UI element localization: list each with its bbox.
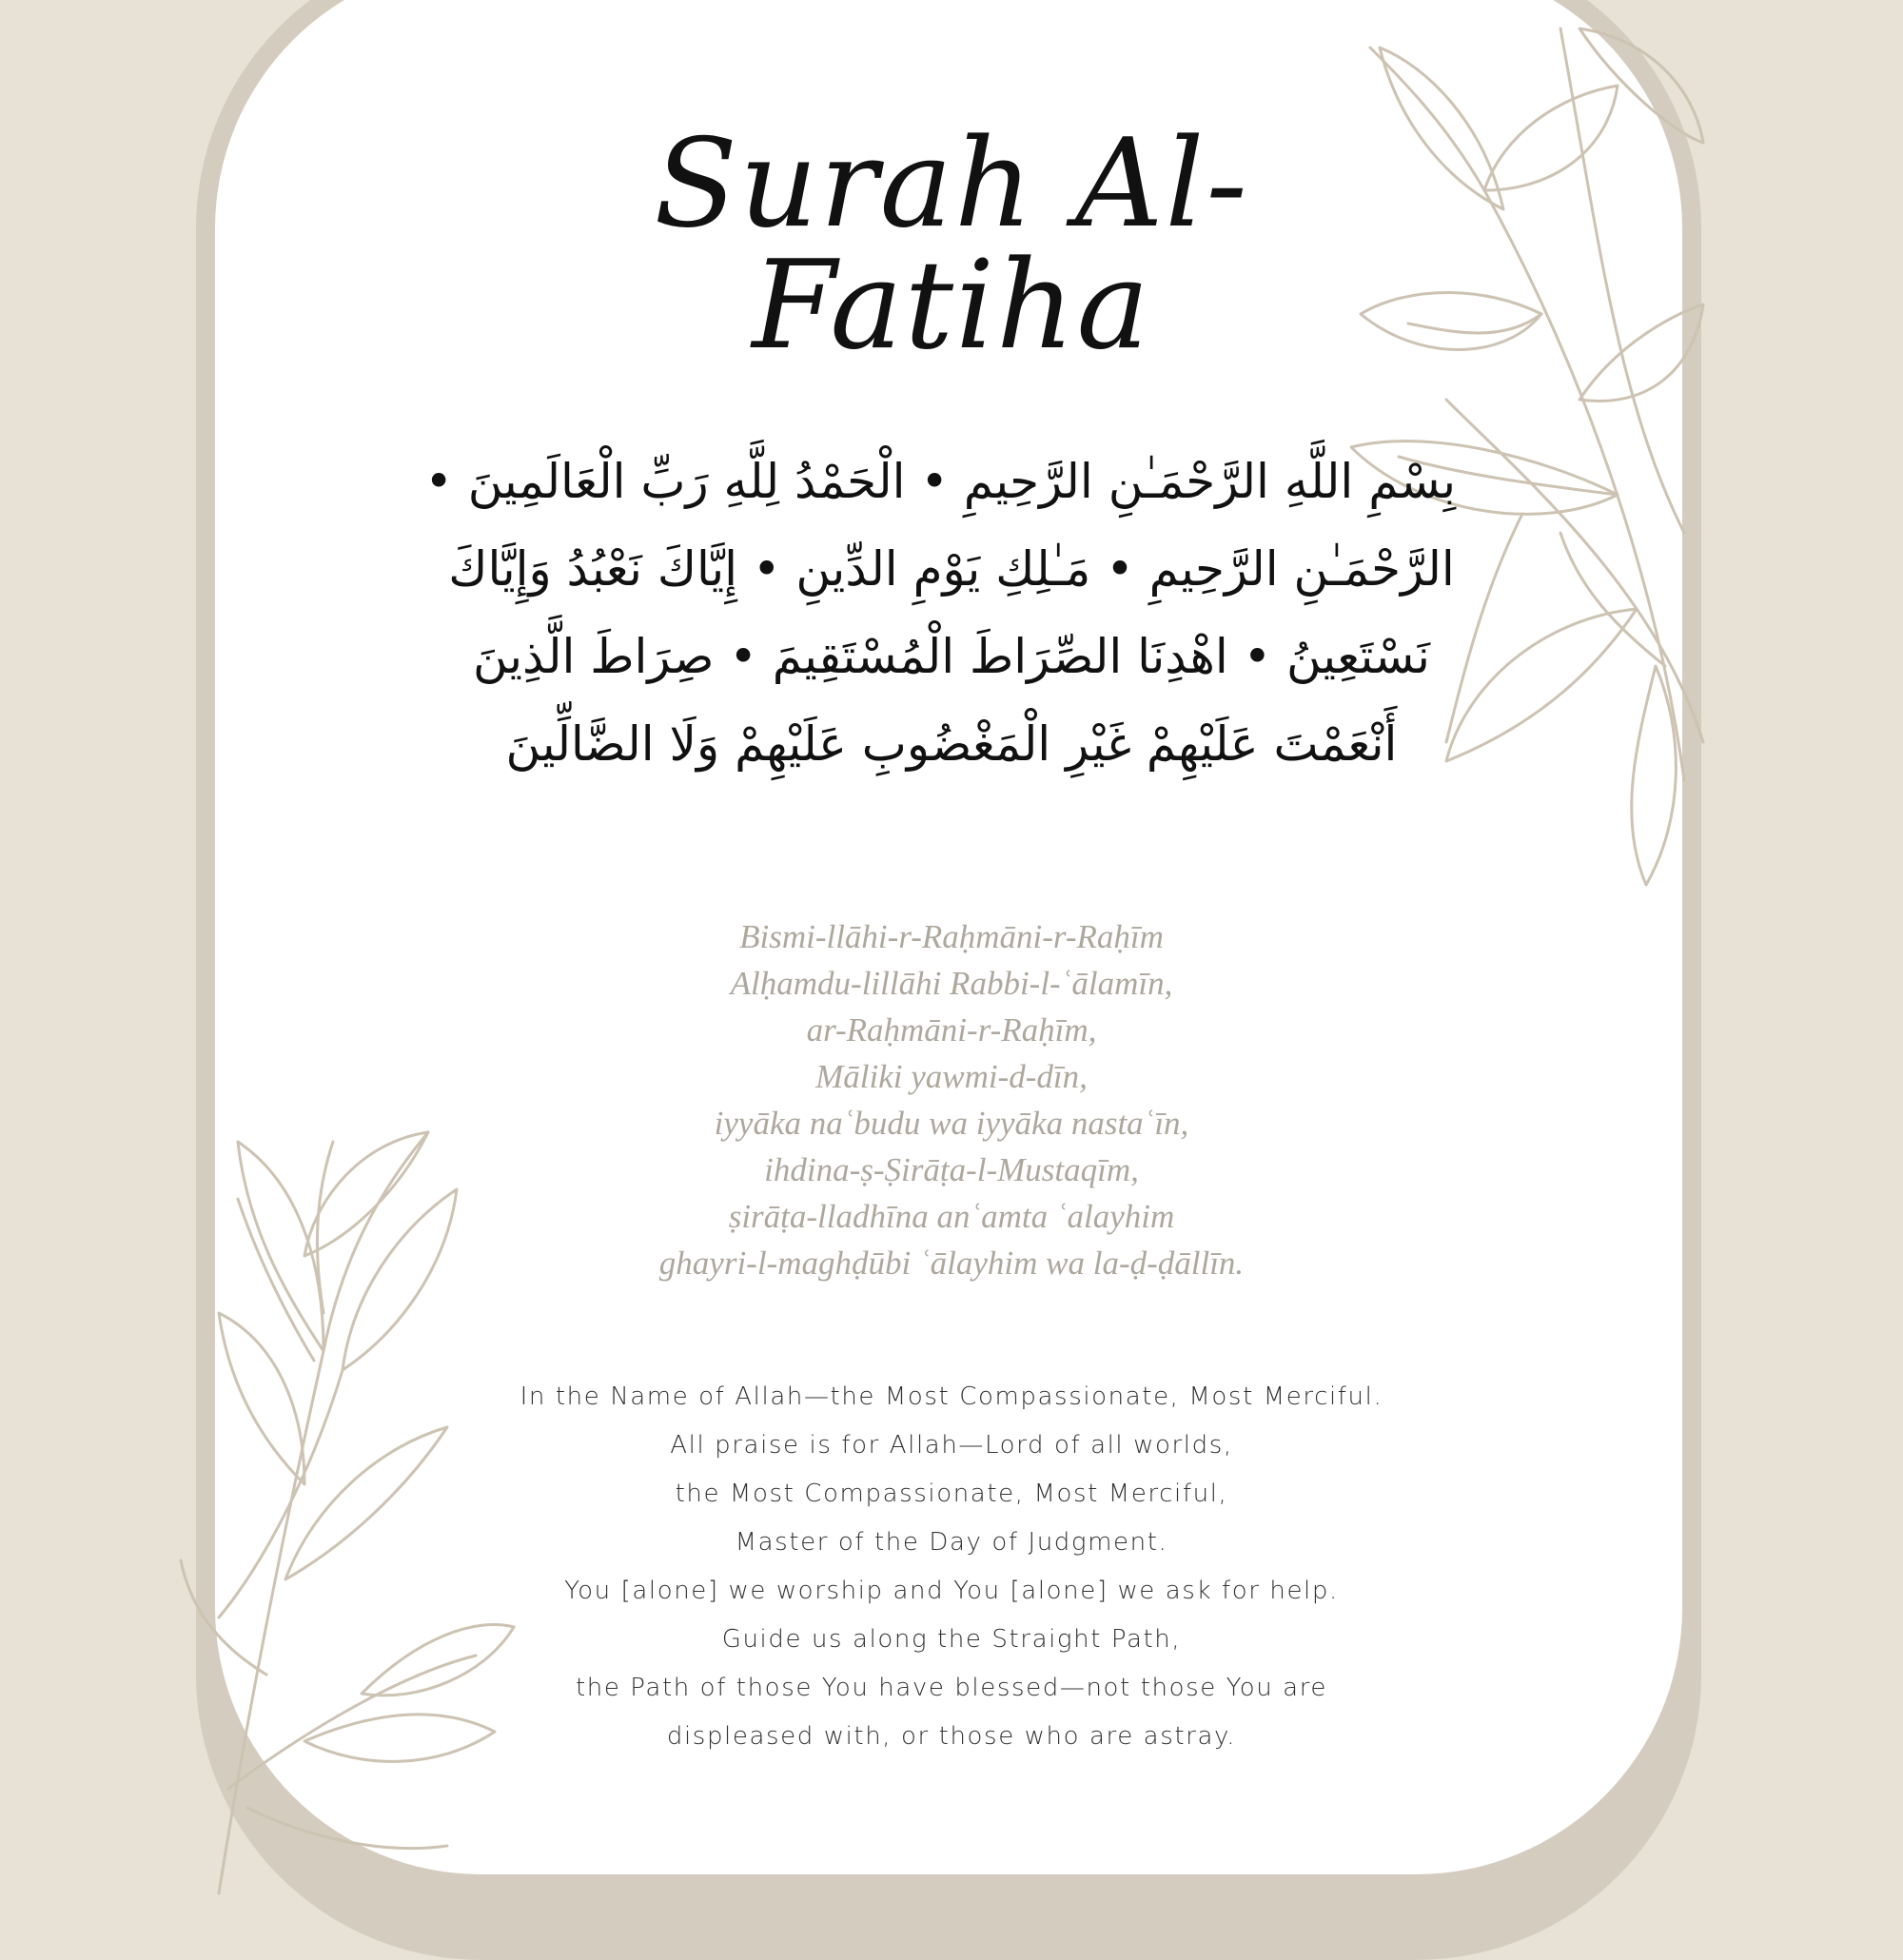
arabic-line: الرَّحْمَـٰنِ الرَّحِيمِ • مَـٰلِكِ يَوْمِ الدِّينِ • إِيَّاكَ نَعْبُدُ وَإِيَّاكَ [448, 541, 1455, 597]
arabic-line: نَسْتَعِينُ • اهْدِنَا الصِّرَاطَ الْمُسْتَقِيمَ • صِرَاطَ الَّذِينَ [473, 629, 1430, 684]
transliteration-line: ar-Raḥmāni-r-Raḥīm, [806, 1011, 1097, 1049]
transliteration-line: ihdina-ṣ-Ṣirāṭa-l-Mustaqīm, [764, 1151, 1139, 1188]
transliteration-line: ṣirāṭa-lladhīna anʿamta ʿalayhim [728, 1198, 1175, 1235]
transliteration-line: ghayri-l-maghḍūbi ʿālayhim wa la-ḍ-ḍāllīn. [658, 1245, 1245, 1282]
arabic-verses [424, 438, 1456, 788]
transliteration-line: Alḥamdu-lillāhi Rabbi-l-ʿālamīn, [730, 965, 1173, 1002]
translation-line: You [alone] we worship and You [alone] we ask for help. [564, 1577, 1339, 1605]
translation-line: In the Name of Allah—the Most Compassionate, Most Merciful. [520, 1382, 1383, 1411]
transliteration-line: iyyāka naʿbudu wa iyyāka nastaʿīn, [714, 1105, 1189, 1142]
english-translation-block [428, 1373, 1475, 1761]
translation-line: the Most Compassionate, Most Merciful, [675, 1480, 1228, 1508]
page-title: Surah Al-Fatiha [654, 113, 1249, 377]
translation-line: Master of the Day of Judgment. [735, 1528, 1168, 1557]
transliteration-line: Māliki yawmi-d-dīn, [815, 1058, 1088, 1095]
translation-line: All praise is for Allah—Lord of all worlds, [670, 1431, 1233, 1460]
arabic-line: بِسْمِ اللَّهِ الرَّحْمَـٰنِ الرَّحِيمِ • الْحَمْدُ لِلَّهِ رَبِّ الْعَالَمِينَ • [424, 454, 1456, 509]
transliteration-block [476, 913, 1427, 1286]
transliteration-line: Bismi-llāhi-r-Raḥmāni-r-Raḥīm [739, 918, 1164, 955]
translation-line: Guide us along the Straight Path, [721, 1625, 1182, 1654]
translation-line: displeased with, or those who are astray. [666, 1722, 1237, 1751]
arabic-line: أَنْعَمْتَ عَلَيْهِمْ غَيْرِ الْمَغْضُوبِ عَلَيْهِمْ وَلَا الضَّالِّينَ [505, 716, 1398, 772]
translation-line: the Path of those You have blessed—not those You are [575, 1674, 1328, 1702]
